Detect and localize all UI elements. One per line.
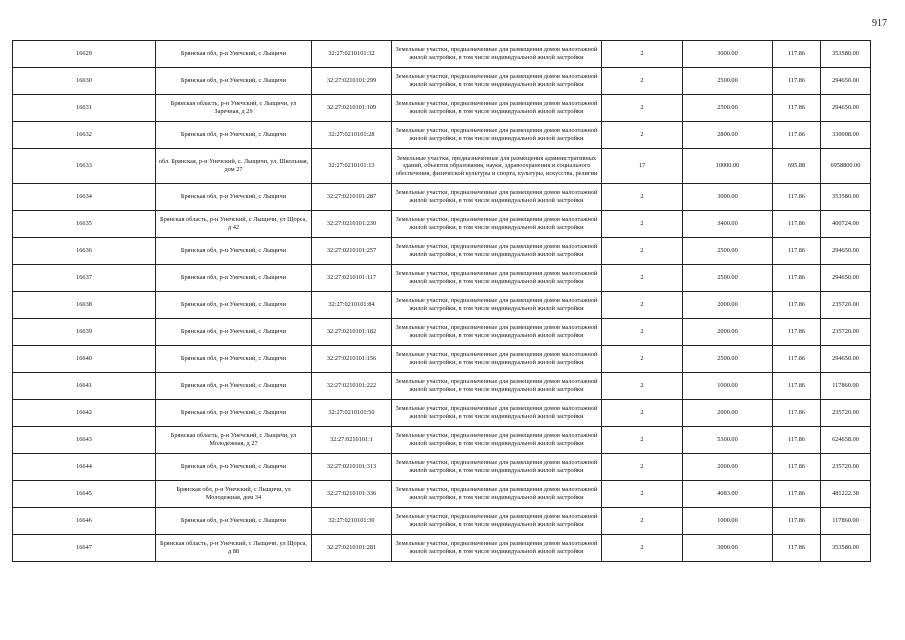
cadastral-number-cell: 32:27:0210101:222 <box>312 373 392 400</box>
cadastral-value-cell: 294650.00 <box>821 238 871 265</box>
specific-value-cell: 117.86 <box>773 211 821 238</box>
cadastral-number-cell: 32:27:0210101:156 <box>312 346 392 373</box>
address-cell: Брянская обл, р-н Унечский, с Лыщичи <box>156 373 312 400</box>
area-cell: 2500.00 <box>683 238 773 265</box>
land-use-purpose-cell: Земельные участки, предназначенные для размещения домов малоэтажной жилой застройки, в том числе индивидуальной жилой застройки <box>392 238 602 265</box>
table-row <box>13 211 871 238</box>
row-number-cell: 16638 <box>13 292 156 319</box>
land-use-purpose-cell: Земельные участки, предназначенные для размещения домов малоэтажной жилой застройки, в том числе индивидуальной жилой застройки <box>392 454 602 481</box>
group-number-cell: 2 <box>602 454 683 481</box>
address-cell: Брянская обл, р-н Унечский, с Лыщичи <box>156 184 312 211</box>
cadastral-number-cell: 32:27:0210101:84 <box>312 292 392 319</box>
cadastral-value-cell: 117860.00 <box>821 508 871 535</box>
group-number-cell: 2 <box>602 481 683 508</box>
address-cell: Брянская область, р-н Унечский, с Лыщичи, ул Щорса, д 88 <box>156 535 312 562</box>
address-cell: Брянская обл, р-н Унечский, с Лыщичи <box>156 122 312 149</box>
table-row <box>13 481 871 508</box>
table-row <box>13 41 871 68</box>
cadastral-value-cell: 294650.00 <box>821 346 871 373</box>
area-cell: 3000.00 <box>683 41 773 68</box>
row-number-cell: 16636 <box>13 238 156 265</box>
land-use-purpose-cell: Земельные участки, предназначенные для размещения домов малоэтажной жилой застройки, в том числе индивидуальной жилой застройки <box>392 508 602 535</box>
address-cell: Брянская обл, р-н Унечский, с Лыщичи <box>156 265 312 292</box>
row-number-cell: 16637 <box>13 265 156 292</box>
specific-value-cell: 117.86 <box>773 184 821 211</box>
table-row <box>13 400 871 427</box>
table-row <box>13 373 871 400</box>
address-cell: Брянская обл, р-н Унечский, с Лыщичи <box>156 346 312 373</box>
land-registry-table <box>12 40 871 562</box>
specific-value-cell: 117.86 <box>773 346 821 373</box>
cadastral-value-cell: 294650.00 <box>821 95 871 122</box>
table-row <box>13 319 871 346</box>
specific-value-cell: 117.86 <box>773 319 821 346</box>
area-cell: 4083.00 <box>683 481 773 508</box>
address-cell: Брянская обл, р-н Унечский, с Лыщичи <box>156 41 312 68</box>
land-use-purpose-cell: Земельные участки, предназначенные для размещения домов малоэтажной жилой застройки, в том числе индивидуальной жилой застройки <box>392 319 602 346</box>
row-number-cell: 16641 <box>13 373 156 400</box>
group-number-cell: 2 <box>602 68 683 95</box>
address-cell: Брянская обл, р-н Унечский, с Лыщичи <box>156 68 312 95</box>
row-number-cell: 16631 <box>13 95 156 122</box>
specific-value-cell: 117.86 <box>773 122 821 149</box>
cadastral-number-cell: 32:27:0210101:281 <box>312 535 392 562</box>
group-number-cell: 2 <box>602 346 683 373</box>
area-cell: 3000.00 <box>683 535 773 562</box>
cadastral-number-cell: 32:27:0210101:1 <box>312 427 392 454</box>
address-cell: Брянская обл, р-н Унечский, с Лыщичи <box>156 319 312 346</box>
table-row <box>13 292 871 319</box>
table-row <box>13 508 871 535</box>
row-number-cell: 16644 <box>13 454 156 481</box>
group-number-cell: 2 <box>602 265 683 292</box>
address-cell: Брянская обл, р-н Унечский, с Лыщичи <box>156 454 312 481</box>
cadastral-value-cell: 624658.00 <box>821 427 871 454</box>
row-number-cell: 16633 <box>13 149 156 184</box>
land-use-purpose-cell: Земельные участки, предназначенные для размещения домов малоэтажной жилой застройки, в том числе индивидуальной жилой застройки <box>392 265 602 292</box>
land-use-purpose-cell: Земельные участки, предназначенные для размещения домов малоэтажной жилой застройки, в том числе индивидуальной жилой застройки <box>392 41 602 68</box>
cadastral-number-cell: 32:27:0210101:182 <box>312 319 392 346</box>
address-cell: Брянская обл, р-н Унечский, с Лыщичи <box>156 508 312 535</box>
cadastral-value-cell: 6958800.00 <box>821 149 871 184</box>
area-cell: 2000.00 <box>683 400 773 427</box>
address-cell: Брянская область, р-н Унечский, с Лыщичи, ул Заречная, д 29 <box>156 95 312 122</box>
cadastral-number-cell: 32:27:0210101:313 <box>312 454 392 481</box>
row-number-cell: 16629 <box>13 41 156 68</box>
address-cell: Брянская обл, р-н Унечский, с Лыщичи, ул Молодежная, дом 34 <box>156 481 312 508</box>
address-cell: Брянская обл, р-н Унечский, с Лыщичи <box>156 292 312 319</box>
area-cell: 2800.00 <box>683 122 773 149</box>
specific-value-cell: 117.86 <box>773 238 821 265</box>
specific-value-cell: 117.86 <box>773 265 821 292</box>
specific-value-cell: 117.86 <box>773 41 821 68</box>
area-cell: 2000.00 <box>683 454 773 481</box>
row-number-cell: 16645 <box>13 481 156 508</box>
land-use-purpose-cell: Земельные участки, предназначенные для размещения домов малоэтажной жилой застройки, в том числе индивидуальной жилой застройки <box>392 346 602 373</box>
group-number-cell: 2 <box>602 535 683 562</box>
area-cell: 1000.00 <box>683 508 773 535</box>
table-row <box>13 122 871 149</box>
area-cell: 2000.00 <box>683 292 773 319</box>
row-number-cell: 16643 <box>13 427 156 454</box>
land-use-purpose-cell: Земельные участки, предназначенные для размещения домов малоэтажной жилой застройки, в том числе индивидуальной жилой застройки <box>392 292 602 319</box>
group-number-cell: 2 <box>602 373 683 400</box>
specific-value-cell: 117.86 <box>773 454 821 481</box>
group-number-cell: 2 <box>602 292 683 319</box>
group-number-cell: 2 <box>602 508 683 535</box>
land-use-purpose-cell: Земельные участки, предназначенные для размещения домов малоэтажной жилой застройки, в том числе индивидуальной жилой застройки <box>392 481 602 508</box>
group-number-cell: 2 <box>602 95 683 122</box>
land-use-purpose-cell: Земельные участки, предназначенные для размещения домов малоэтажной жилой застройки, в том числе индивидуальной жилой застройки <box>392 400 602 427</box>
cadastral-number-cell: 32:27:0210101:28 <box>312 122 392 149</box>
cadastral-value-cell: 235720.00 <box>821 292 871 319</box>
row-number-cell: 16640 <box>13 346 156 373</box>
area-cell: 2500.00 <box>683 346 773 373</box>
cadastral-value-cell: 235720.00 <box>821 400 871 427</box>
row-number-cell: 16635 <box>13 211 156 238</box>
area-cell: 2500.00 <box>683 265 773 292</box>
cadastral-number-cell: 32:27:0210101:336 <box>312 481 392 508</box>
specific-value-cell: 117.86 <box>773 400 821 427</box>
address-cell: обл. Брянская, р-н Унечский, с. Лыщичи, ул. Школьная, дом 27 <box>156 149 312 184</box>
cadastral-value-cell: 353580.00 <box>821 535 871 562</box>
land-use-purpose-cell: Земельные участки, предназначенные для размещения домов малоэтажной жилой застройки, в том числе индивидуальной жилой застройки <box>392 211 602 238</box>
cadastral-value-cell: 294650.00 <box>821 265 871 292</box>
cadastral-number-cell: 32:27:0210101:32 <box>312 41 392 68</box>
row-number-cell: 16646 <box>13 508 156 535</box>
group-number-cell: 17 <box>602 149 683 184</box>
cadastral-value-cell: 235720.00 <box>821 454 871 481</box>
cadastral-value-cell: 330008.00 <box>821 122 871 149</box>
specific-value-cell: 117.86 <box>773 481 821 508</box>
area-cell: 2500.00 <box>683 68 773 95</box>
cadastral-number-cell: 32:27:0210101:109 <box>312 95 392 122</box>
cadastral-value-cell: 481222.38 <box>821 481 871 508</box>
cadastral-number-cell: 32:27:0210101:257 <box>312 238 392 265</box>
land-use-purpose-cell: Земельные участки, предназначенные для размещения домов малоэтажной жилой застройки, в том числе индивидуальной жилой застройки <box>392 427 602 454</box>
cadastral-value-cell: 294650.00 <box>821 68 871 95</box>
cadastral-value-cell: 235720.00 <box>821 319 871 346</box>
specific-value-cell: 117.86 <box>773 68 821 95</box>
land-use-purpose-cell: Земельные участки, предназначенные для размещения домов малоэтажной жилой застройки, в том числе индивидуальной жилой застройки <box>392 184 602 211</box>
cadastral-number-cell: 32:27:0210101:50 <box>312 400 392 427</box>
group-number-cell: 2 <box>602 184 683 211</box>
cadastral-number-cell: 32:27:0210101:299 <box>312 68 392 95</box>
land-use-purpose-cell: Земельные участки, предназначенные для размещения домов малоэтажной жилой застройки, в том числе индивидуальной жилой застройки <box>392 122 602 149</box>
group-number-cell: 2 <box>602 238 683 265</box>
table-body <box>13 41 871 562</box>
table-row <box>13 535 871 562</box>
address-cell: Брянская обл, р-н Унечский, с Лыщичи <box>156 400 312 427</box>
table-row <box>13 95 871 122</box>
group-number-cell: 2 <box>602 319 683 346</box>
cadastral-value-cell: 353580.00 <box>821 184 871 211</box>
table-row <box>13 427 871 454</box>
table-row <box>13 68 871 95</box>
row-number-cell: 16639 <box>13 319 156 346</box>
group-number-cell: 2 <box>602 211 683 238</box>
page-number: 917 <box>872 18 887 29</box>
row-number-cell: 16647 <box>13 535 156 562</box>
specific-value-cell: 117.86 <box>773 427 821 454</box>
table-row <box>13 149 871 184</box>
row-number-cell: 16630 <box>13 68 156 95</box>
area-cell: 10000.00 <box>683 149 773 184</box>
cadastral-value-cell: 117860.00 <box>821 373 871 400</box>
cadastral-number-cell: 32:27:0210101:30 <box>312 508 392 535</box>
cadastral-number-cell: 32:27:0210101:117 <box>312 265 392 292</box>
cadastral-number-cell: 32:27:0210101:13 <box>312 149 392 184</box>
cadastral-value-cell: 353580.00 <box>821 41 871 68</box>
address-cell: Брянская область, р-н Унечский, с Лыщичи, ул Щорса, д 42 <box>156 211 312 238</box>
row-number-cell: 16634 <box>13 184 156 211</box>
row-number-cell: 16632 <box>13 122 156 149</box>
table-row <box>13 184 871 211</box>
area-cell: 3400.00 <box>683 211 773 238</box>
area-cell: 2000.00 <box>683 319 773 346</box>
land-use-purpose-cell: Земельные участки, предназначенные для размещения административных зданий, объектов образования, науки, здравоохранения и социального обеспечения, физической культуры и спорта, культуры, искусства, религии <box>392 149 602 184</box>
cadastral-number-cell: 32:27:0210101:287 <box>312 184 392 211</box>
specific-value-cell: 117.86 <box>773 373 821 400</box>
row-number-cell: 16642 <box>13 400 156 427</box>
specific-value-cell: 117.86 <box>773 535 821 562</box>
specific-value-cell: 117.86 <box>773 292 821 319</box>
group-number-cell: 2 <box>602 41 683 68</box>
table-row <box>13 265 871 292</box>
group-number-cell: 2 <box>602 400 683 427</box>
specific-value-cell: 695.88 <box>773 149 821 184</box>
area-cell: 2500.00 <box>683 95 773 122</box>
group-number-cell: 2 <box>602 122 683 149</box>
area-cell: 5300.00 <box>683 427 773 454</box>
table-row <box>13 346 871 373</box>
address-cell: Брянская область, р-н Унечский, с Лыщичи, ул Молодежная, д 27 <box>156 427 312 454</box>
land-use-purpose-cell: Земельные участки, предназначенные для размещения домов малоэтажной жилой застройки, в том числе индивидуальной жилой застройки <box>392 373 602 400</box>
land-use-purpose-cell: Земельные участки, предназначенные для размещения домов малоэтажной жилой застройки, в том числе индивидуальной жилой застройки <box>392 535 602 562</box>
address-cell: Брянская обл, р-н Унечский, с Лыщичи <box>156 238 312 265</box>
table-row <box>13 454 871 481</box>
specific-value-cell: 117.86 <box>773 508 821 535</box>
specific-value-cell: 117.86 <box>773 95 821 122</box>
group-number-cell: 2 <box>602 427 683 454</box>
cadastral-value-cell: 400724.00 <box>821 211 871 238</box>
land-use-purpose-cell: Земельные участки, предназначенные для размещения домов малоэтажной жилой застройки, в том числе индивидуальной жилой застройки <box>392 68 602 95</box>
area-cell: 3000.00 <box>683 184 773 211</box>
table-row <box>13 238 871 265</box>
land-use-purpose-cell: Земельные участки, предназначенные для размещения домов малоэтажной жилой застройки, в том числе индивидуальной жилой застройки <box>392 95 602 122</box>
cadastral-number-cell: 32:27:0210101:230 <box>312 211 392 238</box>
area-cell: 1000.00 <box>683 373 773 400</box>
